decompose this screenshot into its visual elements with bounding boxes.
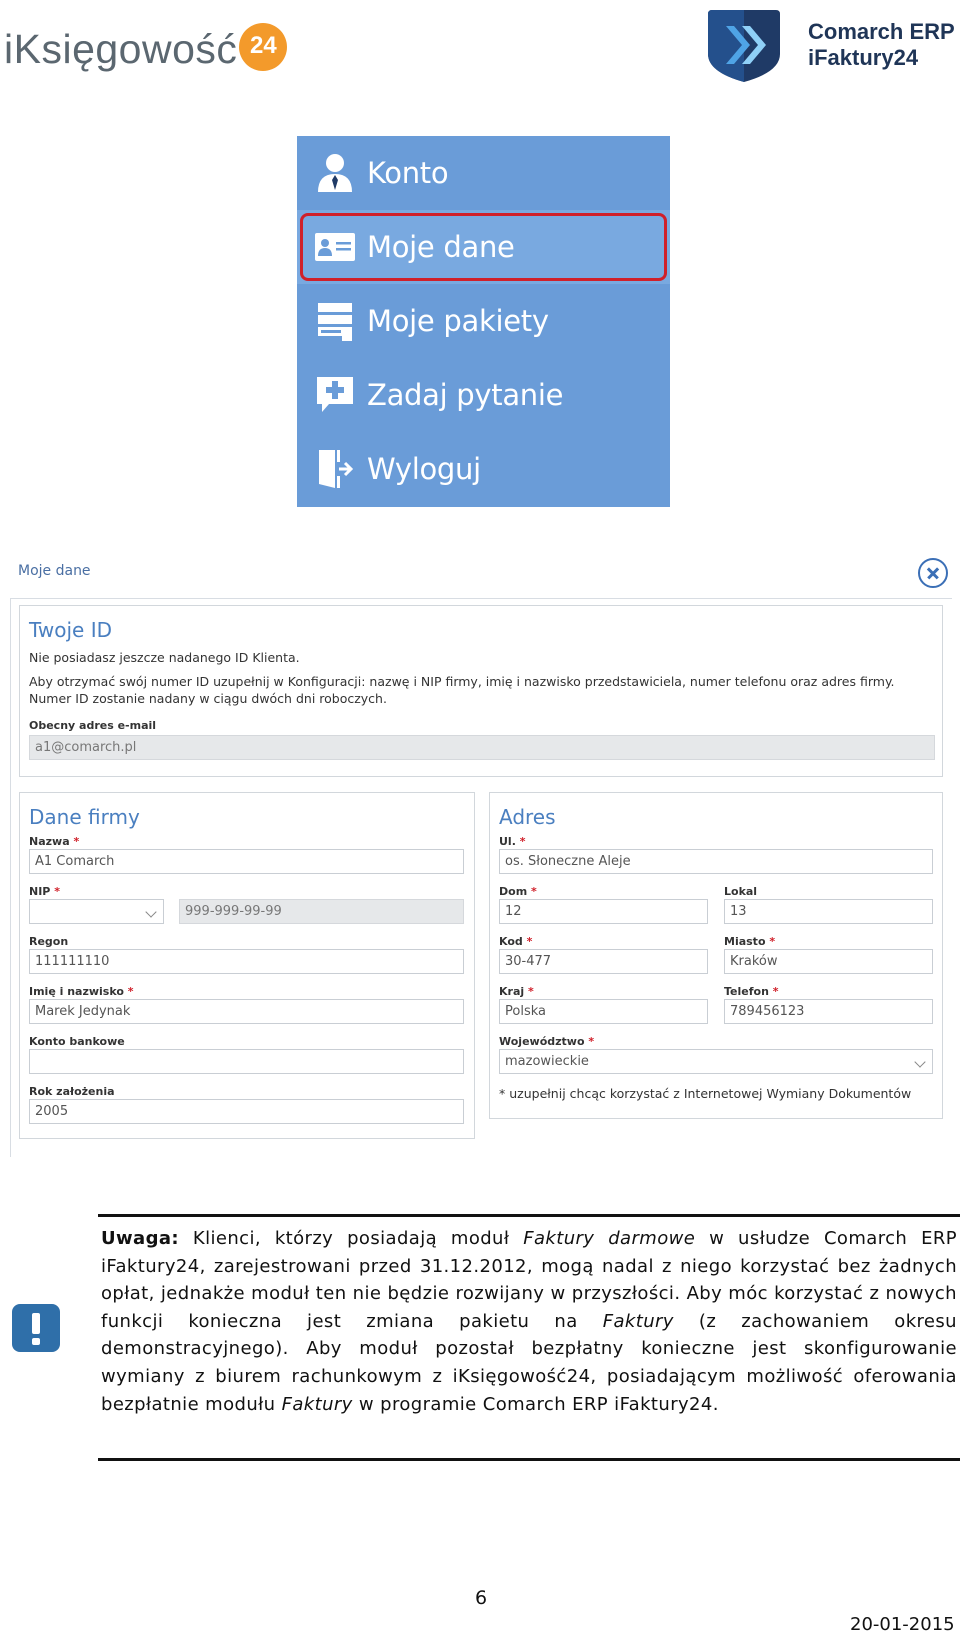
logout-door-icon — [311, 445, 359, 493]
street-input[interactable]: os. Słoneczne Aleje — [499, 849, 933, 874]
id-timing-text: Numer ID zostanie nadany w ciągu dwóch dni roboczych. — [29, 691, 387, 706]
note-top-rule — [98, 1214, 960, 1217]
note-bottom-rule — [98, 1458, 960, 1461]
menu-label: Moje pakiety — [367, 304, 549, 338]
divider — [10, 598, 952, 599]
person-name-input[interactable]: Marek Jedynak — [29, 999, 464, 1024]
logo-badge-number: 24 — [250, 32, 277, 59]
flat-label: Lokal — [724, 885, 758, 898]
house-number-input[interactable]: 12 — [499, 899, 708, 924]
email-label: Obecny adres e-mail — [29, 719, 157, 732]
region-label: Województwo * — [499, 1035, 595, 1048]
section-title: Twoje ID — [29, 618, 113, 642]
email-field: a1@comarch.pl — [29, 735, 935, 760]
menu-item-moje-pakiety[interactable] — [297, 284, 670, 358]
logo-line-1: Comarch ERP — [808, 19, 955, 44]
logo-wordmark: iKsięgowość — [4, 25, 238, 72]
nip-label: NIP * — [29, 885, 60, 898]
account-menu — [297, 136, 670, 507]
note-text: Uwaga: Klienci, którzy posiadają moduł Faktury darmowe w usłudze Comarch ERP iFaktury24, zarejestrowani przed 31.12.2012, mogą nadal z niego korzystać bez żadnych opłat, jednakże moduł ten nie będzie rozwijany w przyszłości. Aby móc korzystać z nowych funkcji konieczna jest zmiana pakietu na Faktury (z zachowaniem okresu demonstracyjnego). Aby moduł pozostał bezpłatny konieczne jest skonfigurowanie wymiany z biurem rachunkowym z iKsięgowość24, posiadającym możliwość oferowania bezpłatnie modułu Faktury w programie Comarch ERP iFaktury24. — [101, 1228, 957, 1415]
address-section — [489, 792, 943, 1119]
bank-label: Konto bankowe — [29, 1035, 125, 1048]
menu-label: Wyloguj — [367, 452, 481, 486]
id-instruction-text: Aby otrzymać swój numer ID uzupełnij w Konfiguracji: nazwę i NIP firmy, imię i nazwisko przedstawiciela, numer telefonu oraz adres firmy. — [29, 674, 895, 689]
menu-label: Moje dane — [367, 230, 515, 264]
note-label: Uwaga: — [101, 1228, 180, 1249]
person-label: Imię i nazwisko * — [29, 985, 134, 998]
country-input[interactable]: Polska — [499, 999, 708, 1024]
id-section — [19, 605, 943, 777]
iksiegowosc-logo — [4, 14, 287, 84]
nip-input[interactable]: 999-999-99-99 — [179, 899, 464, 924]
selection-highlight — [300, 213, 667, 281]
close-icon[interactable] — [918, 558, 948, 588]
warning-icon — [12, 1304, 60, 1352]
flat-number-input[interactable]: 13 — [724, 899, 933, 924]
zip-code-input[interactable]: 30-477 — [499, 949, 708, 974]
city-input[interactable]: Kraków — [724, 949, 933, 974]
logo-badge — [239, 23, 287, 71]
menu-item-zadaj-pytanie[interactable] — [297, 358, 670, 432]
moje-dane-dialog — [10, 549, 952, 1157]
chevron-down-icon — [914, 1056, 925, 1067]
street-label: Ul. * — [499, 835, 526, 848]
menu-label: Zadaj pytanie — [367, 378, 564, 412]
dialog-title: Moje dane — [18, 563, 91, 579]
menu-item-wyloguj[interactable] — [297, 432, 670, 506]
city-label: Miasto * — [724, 935, 776, 948]
chevron-down-icon — [145, 906, 156, 917]
phone-label: Telefon * — [724, 985, 779, 998]
founding-year-input[interactable]: 2005 — [29, 1099, 464, 1124]
page-number: 6 — [475, 1587, 488, 1609]
zip-label: Kod * — [499, 935, 533, 948]
bank-account-input[interactable] — [29, 1049, 464, 1074]
menu-label: Konto — [367, 156, 449, 190]
comarch-shield-icon — [704, 6, 784, 84]
footnote-text: * uzupełnij chcąc korzystać z Internetowej Wymiany Dokumentów — [499, 1086, 912, 1101]
year-label: Rok założenia — [29, 1085, 115, 1098]
packages-icon — [311, 297, 359, 345]
section-title: Adres — [499, 805, 556, 829]
question-add-icon — [311, 371, 359, 419]
name-label: Nazwa * — [29, 835, 80, 848]
user-icon — [311, 149, 359, 197]
nip-prefix-select[interactable] — [29, 899, 164, 924]
comarch-logo — [704, 6, 955, 84]
logo-line-2: iFaktury24 — [808, 45, 919, 70]
company-section — [19, 792, 475, 1139]
house-label: Dom * — [499, 885, 537, 898]
region-select[interactable]: mazowieckie — [499, 1049, 933, 1074]
company-name-input[interactable]: A1 Comarch — [29, 849, 464, 874]
menu-item-moje-dane[interactable] — [297, 210, 670, 284]
regon-label: Regon — [29, 935, 69, 948]
menu-item-konto[interactable] — [297, 136, 670, 210]
phone-input[interactable]: 789456123 — [724, 999, 933, 1024]
country-label: Kraj * — [499, 985, 534, 998]
document-date: 20-01-2015 — [850, 1614, 955, 1635]
section-title: Dane firmy — [29, 805, 140, 829]
regon-input[interactable]: 111111110 — [29, 949, 464, 974]
id-info-text: Nie posiadasz jeszcze nadanego ID Klienta. — [29, 650, 300, 665]
